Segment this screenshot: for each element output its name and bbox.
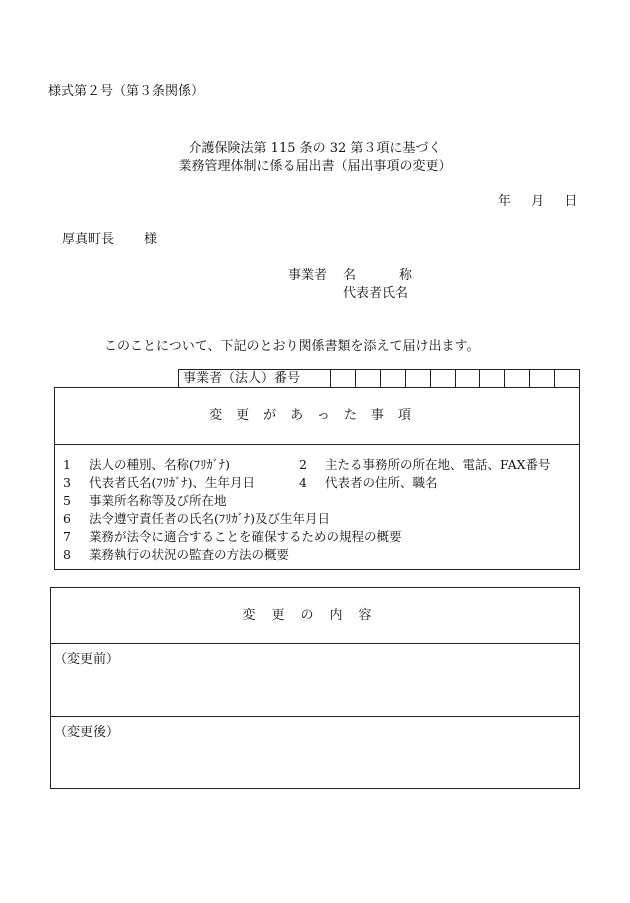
addressee-honorific: 様 — [144, 232, 158, 247]
business-number-box — [178, 369, 580, 387]
after-change-field[interactable] — [51, 717, 579, 790]
addressee — [62, 228, 157, 247]
business-number-cell[interactable] — [381, 370, 406, 387]
before-change-field[interactable] — [51, 644, 579, 717]
business-number-cell[interactable] — [456, 370, 481, 387]
form-title-line1: 介護保険法第 115 条の 32 第３項に基づく — [188, 141, 442, 156]
change-item-6: 6 法令遵守責任者の氏名(ﾌﾘｶﾞﾅ)及び生年月日 — [63, 511, 331, 526]
business-number-cell[interactable] — [406, 370, 431, 387]
business-label: 事業者 — [288, 268, 328, 283]
business-number-cell[interactable] — [331, 370, 356, 387]
change-item-1: 1 法人の種別、名称(ﾌﾘｶﾞﾅ) — [63, 457, 231, 472]
change-item-4: 4 代表者の住所、職名 — [299, 475, 438, 490]
change-content-heading: 変更の内容 — [51, 588, 579, 644]
date-month-label: 月 — [531, 194, 545, 209]
change-item-2: 2 主たる事務所の所在地、電話、FAX番号 — [299, 457, 551, 472]
business-number-label: 事業者（法人）番号 — [179, 370, 331, 387]
before-change-label: （変更前） — [54, 652, 120, 667]
form-title-line2: 業務管理体制に係る届出書（届出事項の変更） — [178, 159, 452, 174]
business-number-cell[interactable] — [555, 370, 579, 387]
changed-matters-heading: 変更があった事項 — [55, 388, 579, 445]
intro-text: このことについて、下記のとおり関係書類を添えて届け出ます。 — [104, 339, 480, 354]
changed-matters-box — [54, 387, 580, 570]
business-number-cell[interactable] — [505, 370, 530, 387]
change-content-box — [50, 587, 580, 789]
after-change-label: （変更後） — [54, 725, 120, 740]
date-row — [498, 190, 577, 209]
business-number-cells — [331, 370, 579, 387]
change-item-8: 8 業務執行の状況の監査の方法の概要 — [63, 547, 290, 562]
form-number: 様式第２号（第３条関係） — [48, 84, 205, 99]
business-number-cell[interactable] — [356, 370, 381, 387]
business-name-label: 名称 — [343, 268, 456, 283]
business-number-cell[interactable] — [431, 370, 456, 387]
date-day-label: 日 — [564, 194, 578, 209]
addressee-name: 厚真町長 — [62, 232, 115, 247]
date-year-label: 年 — [498, 194, 512, 209]
representative-name-label: 代表者氏名 — [343, 286, 409, 301]
change-item-5: 5 事業所名称等及び所在地 — [63, 493, 227, 508]
change-item-3: 3 代表者氏名(ﾌﾘｶﾞﾅ)、生年月日 — [63, 475, 256, 490]
business-number-cell[interactable] — [530, 370, 555, 387]
business-number-cell[interactable] — [480, 370, 505, 387]
change-item-7: 7 業務が法令に適合することを確保するための規程の概要 — [63, 529, 402, 544]
